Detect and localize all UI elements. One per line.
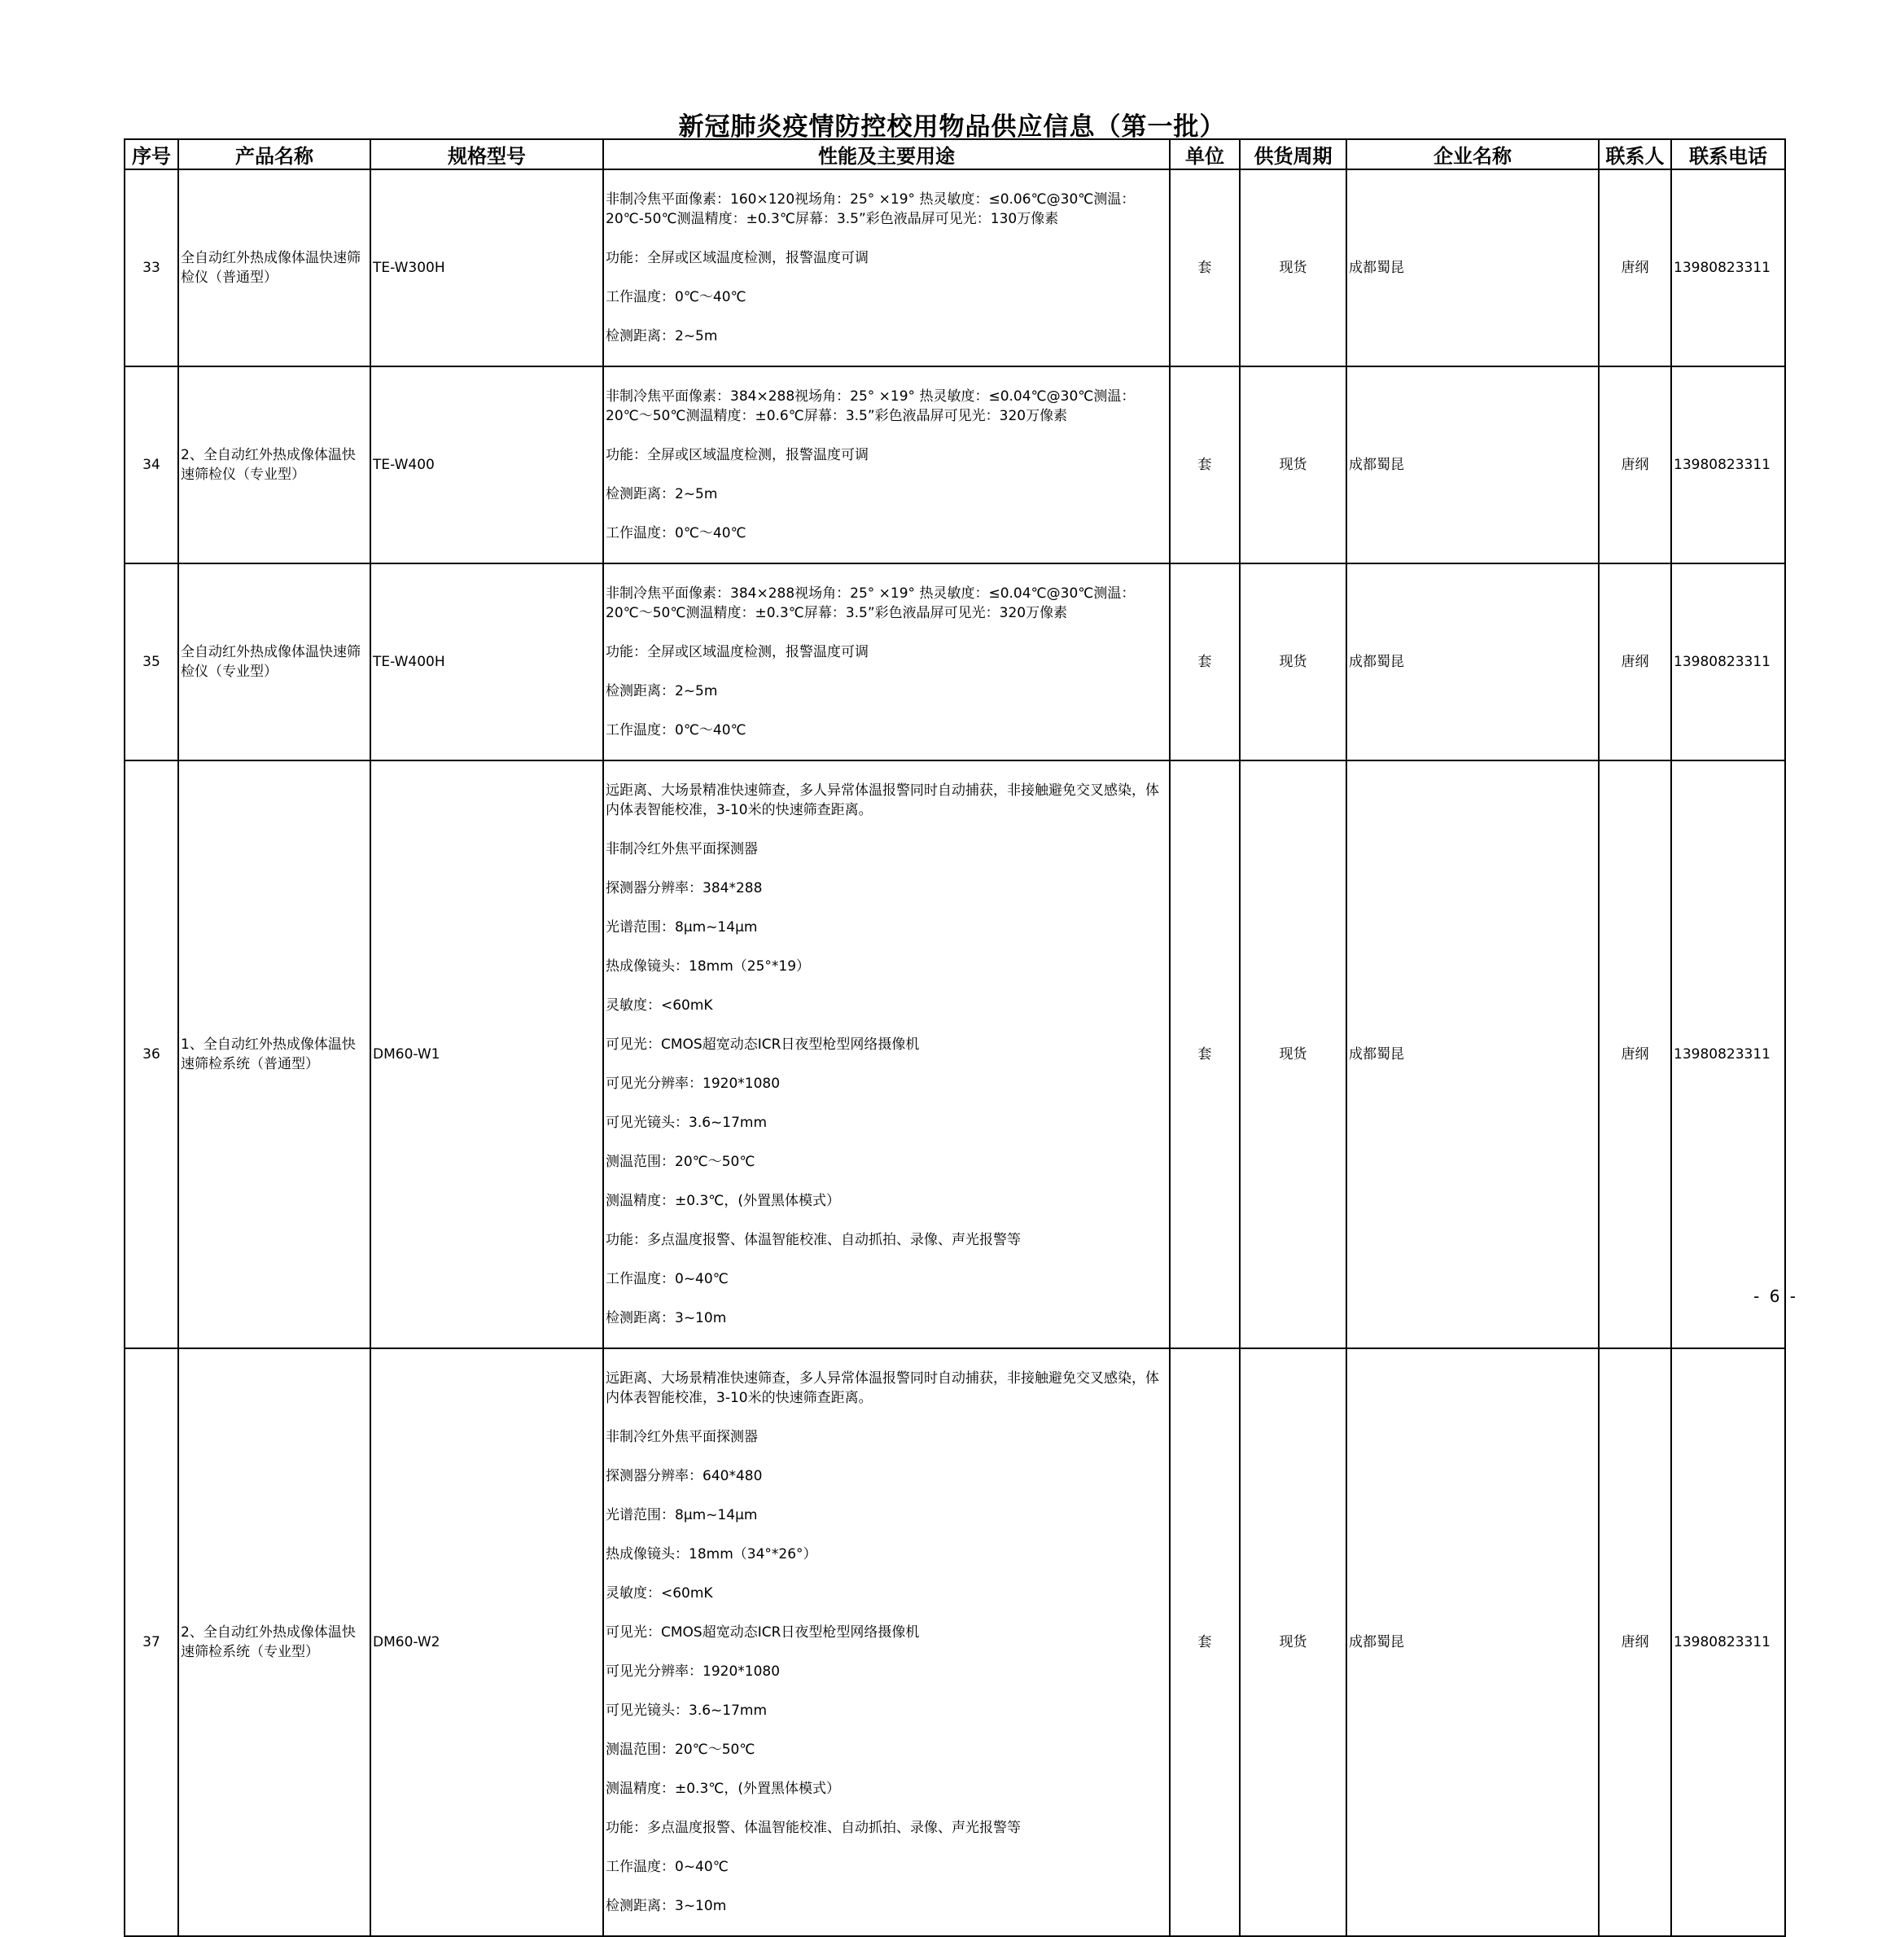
cell-model: DM60-W2: [370, 1348, 603, 1936]
cell-model: TE-W300H: [370, 169, 603, 366]
page-title: 新冠肺炎疫情防控校用物品供应信息（第一批）: [678, 112, 1226, 142]
spec-line: 热成像镜头：18mm（34°*26°）: [606, 1546, 817, 1562]
table-row: [125, 760, 1785, 1348]
spec-line: 可见光：CMOS超宽动态ICR日夜型枪型网络摄像机: [606, 1036, 920, 1053]
cell-spec: [603, 760, 1170, 1348]
table-row: [125, 1348, 1785, 1936]
spec-line: 功能：全屏或区域温度检测，报警温度可调: [606, 250, 869, 266]
spec-line: 非制冷焦平面像素：384×288视场角：25° ×19° 热灵敏度：≤0.04℃@30℃测温：20℃～50℃测温精度：±0.6℃屏幕：3.5”彩色液晶屏可见光：320万像素: [606, 388, 1136, 424]
cell-no: 35: [125, 563, 178, 760]
cell-phone: 13980823311: [1671, 366, 1785, 563]
cell-unit: 套: [1170, 760, 1240, 1348]
cell-spec: [603, 1348, 1170, 1936]
spec-line: 检测距离：2~5m: [606, 486, 718, 502]
spec-line: 可见光镜头：3.6~17mm: [606, 1703, 768, 1719]
spec-line: 测温范围：20℃～50℃: [606, 1742, 755, 1758]
col-header-phone: 联系电话: [1671, 139, 1785, 169]
col-header-no: 序号: [125, 139, 178, 169]
cell-unit: 套: [1170, 1348, 1240, 1936]
spec-line: 光谱范围：8μm~14μm: [606, 1507, 758, 1523]
col-header-name: 产品名称: [178, 139, 370, 169]
spec-line: 光谱范围：8μm~14μm: [606, 919, 758, 936]
cell-name: 全自动红外热成像体温快速筛检仪（普通型）: [178, 169, 370, 366]
spec-line: 检测距离：2~5m: [606, 328, 718, 344]
col-header-period: 供货周期: [1240, 139, 1346, 169]
spec-line: 非制冷焦平面像素：160×120视场角：25° ×19° 热灵敏度：≤0.06℃@30℃测温：20℃-50℃测温精度：±0.3℃屏幕：3.5”彩色液晶屏可见光：130万像素: [606, 191, 1136, 227]
spec-line: 非制冷红外焦平面探测器: [606, 841, 758, 857]
cell-contact: 唐纲: [1599, 169, 1671, 366]
spec-line: 功能：多点温度报警、体温智能校准、自动抓拍、录像、声光报警等: [606, 1232, 1021, 1248]
spec-line: 测温范围：20℃～50℃: [606, 1154, 755, 1170]
spec-line: 检测距离：3~10m: [606, 1310, 727, 1326]
table-row: [125, 563, 1785, 760]
spec-line: 可见光：CMOS超宽动态ICR日夜型枪型网络摄像机: [606, 1624, 920, 1641]
spec-line: 测温精度：±0.3℃，(外置黑体模式）: [606, 1193, 841, 1209]
spec-line: 检测距离：2~5m: [606, 683, 718, 699]
cell-unit: 套: [1170, 563, 1240, 760]
spec-line: 功能：全屏或区域温度检测，报警温度可调: [606, 644, 869, 660]
spec-line: 检测距离：3~10m: [606, 1898, 727, 1914]
spec-line: 可见光镜头：3.6~17mm: [606, 1115, 768, 1131]
table-header-row: [125, 139, 1785, 169]
cell-period: 现货: [1240, 760, 1346, 1348]
col-header-spec: 性能及主要用途: [603, 139, 1170, 169]
cell-no: 34: [125, 366, 178, 563]
spec-line: 远距离、大场景精准快速筛查，多人异常体温报警同时自动捕获，非接触避免交叉感染，体内体表智能校准，3-10米的快速筛查距离。: [606, 1370, 1159, 1406]
col-header-unit: 单位: [1170, 139, 1240, 169]
cell-company: 成都蜀昆: [1346, 563, 1599, 760]
cell-spec: [603, 169, 1170, 366]
spec-line: 非制冷红外焦平面探测器: [606, 1429, 758, 1445]
spec-line: 功能：全屏或区域温度检测，报警温度可调: [606, 447, 869, 463]
spec-line: 工作温度：0℃～40℃: [606, 722, 746, 738]
cell-phone: 13980823311: [1671, 760, 1785, 1348]
cell-spec: [603, 366, 1170, 563]
cell-unit: 套: [1170, 169, 1240, 366]
spec-line: 工作温度：0℃～40℃: [606, 289, 746, 305]
cell-name: 全自动红外热成像体温快速筛检仪（专业型）: [178, 563, 370, 760]
cell-name: 2、全自动红外热成像体温快速筛检系统（专业型）: [178, 1348, 370, 1936]
col-header-contact: 联系人: [1599, 139, 1671, 169]
spec-line: 灵敏度：<60mK: [606, 997, 713, 1014]
table-row: [125, 169, 1785, 366]
cell-company: 成都蜀昆: [1346, 169, 1599, 366]
spec-line: 可见光分辨率：1920*1080: [606, 1076, 781, 1092]
table-row: [125, 366, 1785, 563]
cell-phone: 13980823311: [1671, 1348, 1785, 1936]
cell-model: DM60-W1: [370, 760, 603, 1348]
cell-company: 成都蜀昆: [1346, 1348, 1599, 1936]
spec-line: 测温精度：±0.3℃，(外置黑体模式）: [606, 1781, 841, 1797]
cell-phone: 13980823311: [1671, 563, 1785, 760]
spec-line: 工作温度：0~40℃: [606, 1271, 729, 1287]
cell-name: 1、全自动红外热成像体温快速筛检系统（普通型）: [178, 760, 370, 1348]
cell-period: 现货: [1240, 563, 1346, 760]
spec-line: 非制冷焦平面像素：384×288视场角：25° ×19° 热灵敏度：≤0.04℃@30℃测温：20℃～50℃测温精度：±0.3℃屏幕：3.5”彩色液晶屏可见光：320万像素: [606, 585, 1136, 621]
cell-contact: 唐纲: [1599, 1348, 1671, 1936]
cell-unit: 套: [1170, 366, 1240, 563]
col-header-model: 规格型号: [370, 139, 603, 169]
cell-spec: [603, 563, 1170, 760]
cell-contact: 唐纲: [1599, 563, 1671, 760]
cell-company: 成都蜀昆: [1346, 760, 1599, 1348]
spec-line: 探测器分辨率：384*288: [606, 880, 763, 896]
col-header-company: 企业名称: [1346, 139, 1599, 169]
spec-line: 工作温度：0℃～40℃: [606, 525, 746, 541]
cell-model: TE-W400: [370, 366, 603, 563]
cell-contact: 唐纲: [1599, 366, 1671, 563]
cell-period: 现货: [1240, 366, 1346, 563]
cell-model: TE-W400H: [370, 563, 603, 760]
cell-phone: 13980823311: [1671, 169, 1785, 366]
spec-line: 热成像镜头：18mm（25°*19）: [606, 958, 811, 975]
supply-table: [124, 138, 1786, 1937]
spec-line: 远距离、大场景精准快速筛查，多人异常体温报警同时自动捕获，非接触避免交叉感染，体内体表智能校准，3-10米的快速筛查距离。: [606, 782, 1159, 818]
spec-line: 灵敏度：<60mK: [606, 1585, 713, 1602]
spec-line: 探测器分辨率：640*480: [606, 1468, 763, 1484]
spec-line: 可见光分辨率：1920*1080: [606, 1663, 781, 1680]
cell-period: 现货: [1240, 1348, 1346, 1936]
spec-line: 功能：多点温度报警、体温智能校准、自动抓拍、录像、声光报警等: [606, 1820, 1021, 1836]
cell-no: 33: [125, 169, 178, 366]
page-number: - 6 -: [1753, 1286, 1798, 1306]
cell-period: 现货: [1240, 169, 1346, 366]
spec-line: 工作温度：0~40℃: [606, 1859, 729, 1875]
cell-contact: 唐纲: [1599, 760, 1671, 1348]
cell-company: 成都蜀昆: [1346, 366, 1599, 563]
cell-name: 2、全自动红外热成像体温快速筛检仪（专业型）: [178, 366, 370, 563]
cell-no: 36: [125, 760, 178, 1348]
cell-no: 37: [125, 1348, 178, 1936]
